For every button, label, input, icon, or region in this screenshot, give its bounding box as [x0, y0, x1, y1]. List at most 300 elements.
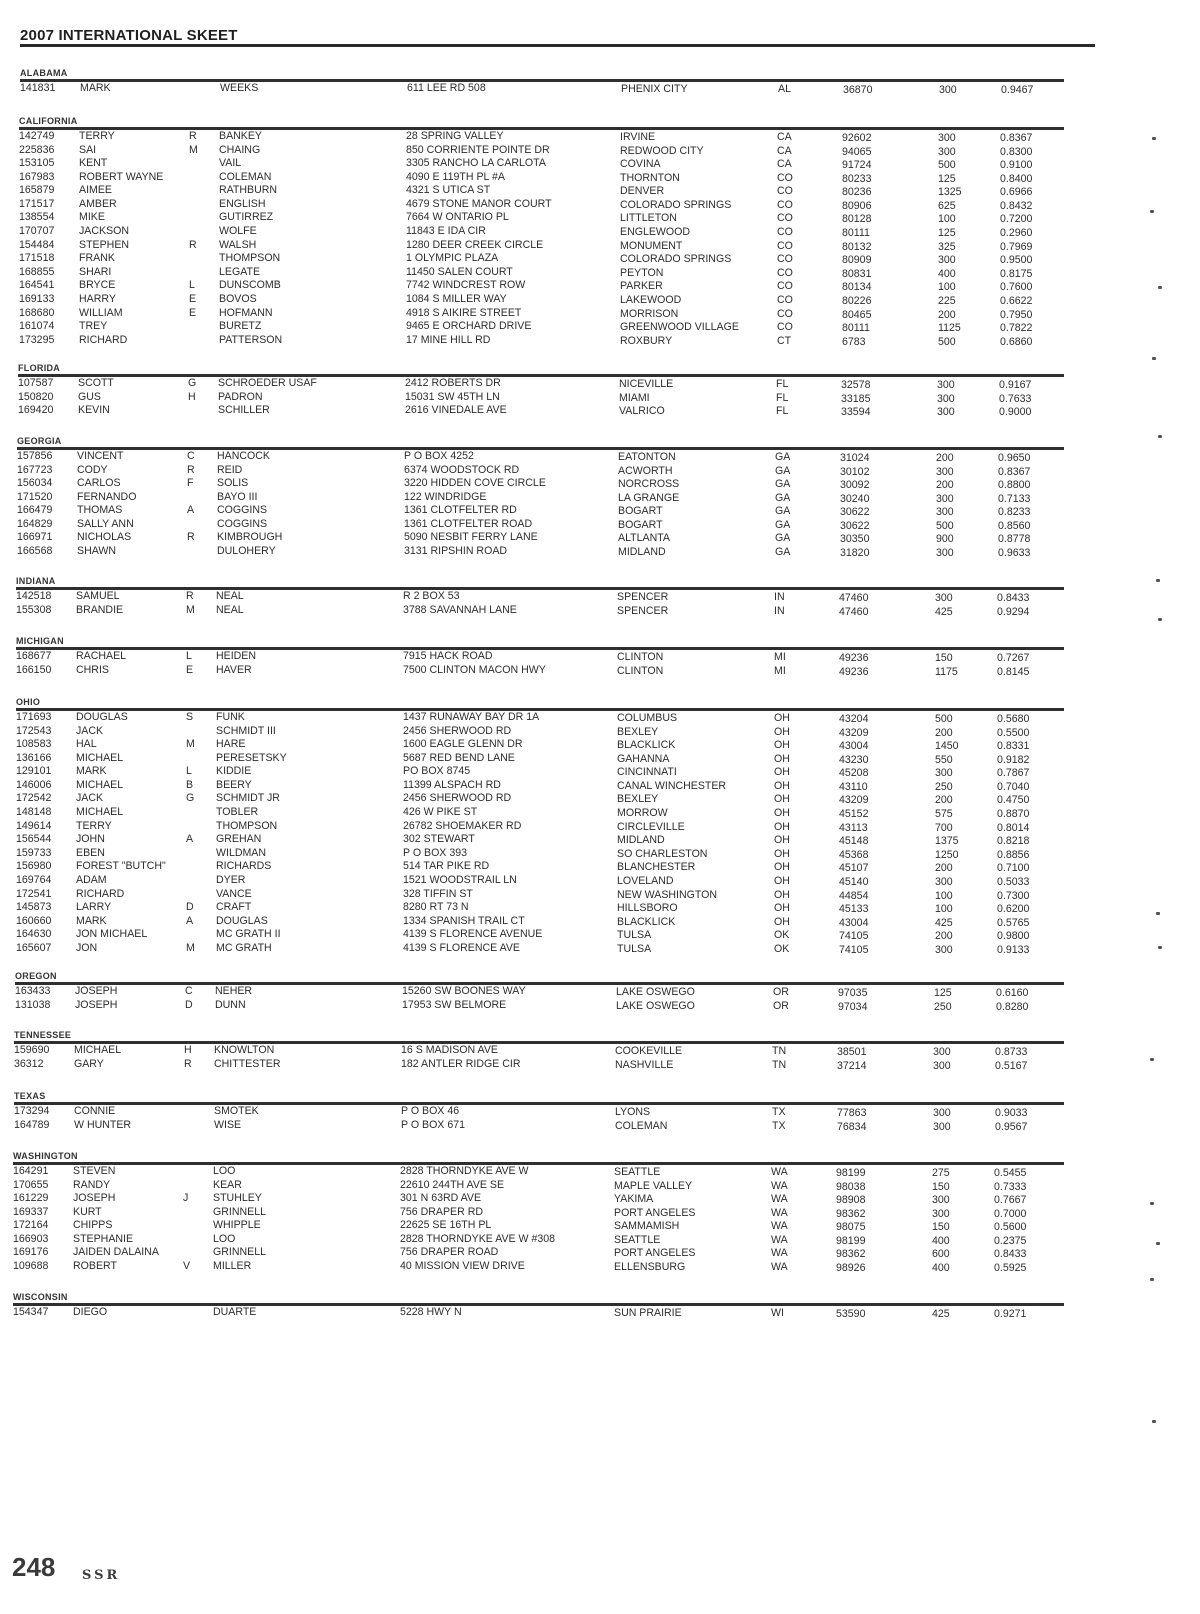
first-name: MARK [76, 914, 107, 927]
targets-shot: 300 [932, 1194, 950, 1207]
targets-shot: 150 [932, 1221, 950, 1234]
member-id: 129101 [16, 765, 52, 778]
zip-code: 30350 [840, 533, 870, 546]
street-address: 6374 WOODSTOCK RD [404, 463, 520, 476]
last-name: REID [217, 463, 243, 476]
average: 0.8233 [998, 506, 1031, 519]
member-row [16, 833, 1116, 847]
targets-shot: 300 [938, 145, 956, 158]
targets-shot: 400 [932, 1234, 950, 1247]
last-name: HANCOCK [217, 450, 270, 462]
member-id: 142518 [16, 590, 52, 602]
city: MIDLAND [618, 546, 666, 559]
city: SUN PRAIRIE [614, 1307, 682, 1319]
member-id: 109688 [13, 1260, 49, 1273]
middle-initial: F [187, 477, 194, 490]
street-address: 17 MINE HILL RD [406, 333, 491, 346]
first-name: JOHN [76, 833, 105, 846]
street-address: 26782 SHOEMAKER RD [403, 819, 522, 832]
member-row [16, 888, 1116, 902]
last-name: DULOHERY [217, 545, 276, 558]
city: BEXLEY [617, 793, 659, 806]
city: COLORADO SPRINGS [620, 198, 732, 211]
member-row [16, 806, 1116, 820]
first-name: MICHAEL [76, 806, 124, 819]
zip-code: 80132 [842, 240, 872, 253]
street-address: 11399 ALSPACH RD [403, 778, 501, 791]
member-row [16, 664, 1116, 678]
state: OR [773, 999, 789, 1012]
state: OH [774, 888, 790, 901]
city: NEW WASHINGTON [617, 888, 718, 901]
targets-shot: 300 [936, 547, 954, 560]
first-name: JACK [76, 792, 104, 805]
middle-initial: E [189, 292, 197, 305]
state: WA [771, 1233, 788, 1246]
member-row [16, 779, 1116, 793]
city: ENGLEWOOD [620, 226, 691, 239]
last-name: WILDMAN [216, 846, 267, 859]
state-header: WASHINGTON [13, 1151, 78, 1161]
last-name: VAIL [219, 157, 242, 170]
targets-shot: 300 [935, 767, 953, 780]
average: 0.5680 [997, 713, 1030, 725]
state: OH [774, 766, 790, 779]
city: MONUMENT [620, 239, 683, 252]
state-header: FLORIDA [18, 363, 61, 373]
middle-initial: D [186, 901, 194, 914]
scan-speck [1150, 1202, 1154, 1205]
state: FL [776, 405, 789, 418]
average: 0.8800 [998, 479, 1031, 492]
zip-code: 30092 [840, 479, 870, 492]
first-name: HAL [76, 738, 97, 751]
targets-shot: 300 [938, 254, 956, 267]
street-address: 301 N 63RD AVE [400, 1192, 482, 1205]
first-name: SALLY ANN [77, 517, 134, 530]
average: 0.7969 [1000, 240, 1033, 253]
targets-shot: 300 [939, 84, 957, 96]
street-address: 514 TAR PIKE RD [403, 860, 490, 873]
middle-initial: R [189, 238, 197, 251]
state: CA [777, 158, 792, 171]
state: OH [774, 902, 790, 915]
middle-initial: E [189, 306, 197, 319]
first-name: LARRY [76, 901, 112, 914]
first-name: TERRY [76, 819, 112, 832]
street-address: 756 DRAPER ROAD [400, 1246, 499, 1259]
street-address: 15031 SW 45TH LN [405, 390, 500, 403]
last-name: BEERY [216, 778, 252, 791]
first-name: DOUGLAS [76, 711, 128, 723]
state: OH [774, 712, 790, 724]
zip-code: 97034 [838, 1000, 868, 1013]
member-row [19, 211, 1119, 225]
average: 0.8433 [994, 1248, 1027, 1261]
member-id: 171693 [16, 711, 52, 723]
targets-shot: 200 [935, 862, 953, 875]
member-row [19, 225, 1119, 239]
scan-speck [1158, 286, 1162, 289]
average: 0.9133 [997, 943, 1030, 956]
last-name: DUNN [215, 998, 246, 1011]
street-address: 3131 RIPSHIN ROAD [404, 545, 508, 558]
city: LA GRANGE [618, 491, 680, 504]
state: CO [777, 307, 793, 320]
member-id: 167723 [17, 463, 53, 476]
state-header: ALABAMA [20, 68, 68, 78]
state: OH [774, 861, 790, 874]
last-name: CRAFT [216, 901, 252, 914]
member-id: 164541 [19, 279, 55, 292]
middle-initial: M [186, 603, 195, 616]
zip-code: 80111 [842, 227, 870, 240]
first-name: AIMEE [79, 184, 112, 197]
state: IN [774, 591, 785, 603]
first-name: JOSEPH [73, 1192, 116, 1205]
targets-shot: 200 [935, 930, 953, 943]
city: LAKE OSWEGO [616, 999, 695, 1012]
state-header: WISCONSIN [13, 1292, 68, 1302]
member-id: 173295 [19, 333, 55, 346]
street-address: 28 SPRING VALLEY [406, 130, 504, 142]
average: 0.8014 [997, 821, 1030, 834]
first-name: CARLOS [77, 477, 121, 490]
first-name: ADAM [76, 873, 107, 886]
first-name: MIKE [79, 211, 105, 224]
targets-shot: 250 [935, 780, 953, 793]
last-name: MC GRATH II [216, 928, 281, 941]
member-row [16, 650, 1116, 664]
city: GREENWOOD VILLAGE [620, 321, 739, 334]
member-id: 168677 [16, 650, 52, 662]
last-name: KIDDIE [216, 765, 252, 778]
member-id: 169420 [18, 404, 54, 417]
member-id: 168855 [19, 265, 55, 278]
targets-shot: 200 [935, 726, 953, 739]
city: CIRCLEVILLE [617, 820, 685, 833]
targets-shot: 300 [935, 875, 953, 888]
member-row [16, 915, 1116, 929]
first-name: STEVEN [73, 1165, 116, 1177]
targets-shot: 425 [935, 605, 953, 618]
member-row [16, 942, 1116, 956]
member-id: 164829 [17, 517, 53, 530]
state: MI [774, 651, 786, 663]
targets-shot: 1450 [935, 740, 959, 753]
average: 0.2375 [994, 1234, 1027, 1247]
targets-shot: 275 [932, 1167, 950, 1179]
member-id: 169337 [13, 1205, 49, 1218]
state: WA [771, 1247, 788, 1260]
zip-code: 92602 [842, 132, 872, 144]
street-address: 8280 RT 73 N [403, 901, 469, 914]
last-name: SCHILLER [218, 404, 270, 417]
zip-code: 74105 [839, 943, 869, 956]
targets-shot: 100 [938, 281, 956, 294]
last-name: THOMPSON [216, 819, 278, 832]
targets-shot: 500 [936, 519, 954, 532]
first-name: W HUNTER [74, 1118, 132, 1131]
street-address: 7742 WINDCREST ROW [406, 279, 526, 292]
street-address: 1334 SPANISH TRAIL CT [403, 914, 525, 927]
zip-code: 30622 [840, 519, 870, 532]
average: 0.7333 [994, 1180, 1027, 1193]
average: 0.7633 [999, 392, 1032, 405]
member-id: 159690 [14, 1044, 50, 1056]
city: LITTLETON [620, 212, 677, 225]
member-id: 173294 [14, 1105, 50, 1117]
member-row [14, 1044, 1114, 1058]
state: TX [772, 1119, 786, 1132]
state: OH [774, 739, 790, 752]
city: HILLSBORO [617, 902, 678, 915]
last-name: DUARTE [213, 1306, 257, 1318]
city: CANAL WINCHESTER [617, 779, 727, 792]
zip-code: 80226 [842, 294, 872, 307]
state: OR [773, 986, 789, 998]
last-name: KEAR [213, 1178, 242, 1191]
zip-code: 80906 [842, 199, 872, 212]
middle-initial: R [184, 1057, 192, 1070]
street-address: 17953 SW BELMORE [402, 998, 507, 1011]
zip-code: 98926 [836, 1262, 866, 1275]
state: GA [775, 491, 791, 504]
zip-code: 80831 [842, 267, 872, 280]
member-id: 159733 [16, 846, 52, 859]
last-name: COLEMAN [219, 170, 272, 183]
document-title: 2007 INTERNATIONAL SKEET [20, 27, 238, 44]
targets-shot: 300 [933, 1120, 951, 1133]
targets-shot: 200 [936, 452, 954, 464]
street-address: 22625 SE 16TH PL [400, 1219, 492, 1232]
city: LOVELAND [617, 874, 674, 887]
last-name: WISE [214, 1118, 242, 1131]
zip-code: 98075 [836, 1221, 866, 1234]
first-name: MICHAEL [76, 751, 124, 764]
first-name: ROBERT [73, 1260, 117, 1273]
first-name: ROBERT WAYNE [79, 170, 164, 183]
zip-code: 33594 [841, 406, 871, 419]
member-id: 138554 [19, 211, 55, 224]
scan-speck [1158, 618, 1162, 621]
last-name: SMOTEK [214, 1105, 259, 1117]
member-id: 156544 [16, 833, 52, 846]
last-name: ENGLISH [219, 197, 266, 210]
state: OH [774, 807, 790, 820]
member-row [15, 985, 1115, 999]
member-id: 171520 [17, 490, 53, 503]
city: SPENCER [617, 591, 669, 603]
middle-initial: L [186, 765, 192, 778]
state: CO [777, 239, 793, 252]
scan-speck [1152, 357, 1156, 360]
scan-speck [1156, 579, 1160, 582]
member-id: 146006 [16, 778, 52, 791]
average: 0.8432 [1000, 199, 1033, 212]
state: OK [774, 929, 790, 942]
average: 0.9294 [997, 605, 1030, 618]
targets-shot: 1375 [935, 835, 959, 848]
street-address: 2616 VINEDALE AVE [405, 404, 507, 417]
street-address: 16 S MADISON AVE [401, 1044, 498, 1056]
street-address: 2828 THORNDYKE AVE W #308 [400, 1232, 556, 1245]
member-row [16, 847, 1116, 861]
city: IRVINE [620, 131, 656, 143]
zip-code: 97035 [838, 987, 868, 999]
city: CLINTON [617, 651, 664, 663]
zip-code: 33185 [841, 392, 871, 405]
city: BLACKLICK [617, 915, 676, 928]
middle-initial: A [186, 833, 194, 846]
city: BLACKLICK [617, 739, 676, 752]
city: SO CHARLESTON [617, 847, 708, 860]
average: 0.5033 [997, 875, 1030, 888]
zip-code: 30622 [840, 506, 870, 519]
average: 0.8433 [997, 592, 1030, 604]
first-name: FOREST "BUTCH" [76, 860, 166, 873]
state: WI [771, 1307, 784, 1319]
zip-code: 45208 [839, 767, 869, 780]
member-row [17, 491, 1117, 505]
targets-shot: 300 [935, 592, 953, 604]
last-name: COGGINS [217, 517, 268, 530]
state: GA [775, 532, 791, 545]
city: YAKIMA [614, 1193, 654, 1206]
average: 0.8400 [1000, 172, 1033, 185]
state: TN [772, 1058, 787, 1071]
zip-code: 43004 [839, 916, 869, 929]
zip-code: 30240 [840, 492, 870, 505]
targets-shot: 300 [932, 1207, 950, 1220]
zip-code: 36870 [843, 84, 873, 96]
member-id: 160660 [16, 914, 52, 927]
targets-shot: 100 [935, 889, 953, 902]
member-row [13, 1246, 1113, 1260]
member-id: 169764 [16, 873, 52, 886]
average: 0.9500 [1000, 254, 1033, 267]
last-name: HAVER [216, 663, 252, 676]
middle-initial: M [186, 941, 195, 954]
member-id: 108583 [16, 738, 52, 751]
state-header: TEXAS [14, 1091, 46, 1101]
member-id: 156034 [17, 477, 53, 490]
scan-speck [1156, 912, 1160, 915]
member-row [13, 1219, 1113, 1233]
member-row [14, 1119, 1114, 1133]
state-header: MICHIGAN [16, 636, 64, 646]
zip-code: 43230 [839, 753, 869, 766]
targets-shot: 700 [935, 821, 953, 834]
state: CO [777, 198, 793, 211]
member-row [16, 590, 1116, 604]
member-id: 170707 [19, 225, 55, 238]
first-name: RICHARD [76, 887, 125, 900]
state: GA [775, 505, 791, 518]
member-id: 225836 [19, 143, 55, 156]
targets-shot: 1250 [935, 848, 959, 861]
member-row [16, 874, 1116, 888]
last-name: SCHMIDT JR [216, 792, 280, 805]
city: LAKE OSWEGO [616, 986, 695, 998]
member-row [16, 711, 1116, 725]
zip-code: 98908 [836, 1194, 866, 1207]
first-name: NICHOLAS [77, 531, 132, 544]
average: 0.7133 [998, 492, 1031, 505]
average: 0.8145 [997, 665, 1030, 678]
city: MIDLAND [617, 834, 665, 847]
street-address: 302 STEWART [403, 833, 475, 846]
targets-shot: 300 [936, 465, 954, 478]
city: SEATTLE [614, 1166, 661, 1178]
street-address: 1361 CLOTFELTER RD [404, 504, 517, 517]
member-row [16, 765, 1116, 779]
first-name: FERNANDO [77, 490, 137, 503]
middle-initial: M [186, 738, 195, 751]
scan-speck [1152, 137, 1156, 140]
zip-code: 45140 [839, 875, 869, 888]
average: 0.5600 [994, 1221, 1027, 1234]
targets-shot: 300 [937, 392, 955, 405]
last-name: DOUGLAS [216, 914, 268, 927]
city: BLANCHESTER [617, 861, 696, 874]
average: 0.9167 [999, 379, 1032, 391]
street-address: 3305 RANCHO LA CARLOTA [406, 157, 546, 170]
zip-code: 37214 [837, 1059, 867, 1072]
member-id: 164630 [16, 928, 52, 941]
first-name: JON MICHAEL [76, 928, 148, 941]
average: 0.9467 [1001, 84, 1034, 96]
last-name: THOMPSON [219, 252, 281, 265]
zip-code: 80233 [842, 172, 872, 185]
member-id: 145873 [16, 901, 52, 914]
member-row [16, 738, 1116, 752]
member-row [13, 1233, 1113, 1247]
last-name: MILLER [213, 1260, 252, 1273]
city: CINCINNATI [617, 766, 677, 779]
street-address: 11843 E IDA CIR [406, 225, 486, 238]
zip-code: 43209 [839, 726, 869, 739]
member-row [14, 1105, 1114, 1119]
member-row [16, 928, 1116, 942]
average: 0.2960 [1000, 227, 1033, 240]
average: 0.7040 [997, 780, 1030, 793]
average: 0.8856 [997, 848, 1030, 861]
member-id: 170655 [13, 1178, 49, 1191]
zip-code: 31024 [840, 452, 870, 464]
last-name: DUNSCOMB [219, 279, 281, 292]
city: TULSA [617, 942, 652, 955]
zip-code: 98362 [836, 1248, 866, 1261]
targets-shot: 200 [935, 794, 953, 807]
street-address: 1 OLYMPIC PLAZA [406, 252, 499, 265]
member-row [17, 504, 1117, 518]
middle-initial: G [188, 377, 197, 389]
first-name: EBEN [76, 846, 105, 859]
member-id: 165879 [19, 184, 55, 197]
zip-code: 98199 [836, 1167, 866, 1179]
city: MORRISON [620, 307, 679, 320]
city: ROXBURY [620, 334, 673, 347]
average: 0.7100 [997, 862, 1030, 875]
middle-initial: C [185, 985, 193, 997]
member-row [19, 320, 1119, 334]
first-name: WILLIAM [79, 306, 123, 319]
average: 0.6860 [1000, 335, 1033, 348]
state: GA [775, 518, 791, 531]
member-row [18, 404, 1118, 418]
targets-shot: 575 [935, 808, 953, 821]
